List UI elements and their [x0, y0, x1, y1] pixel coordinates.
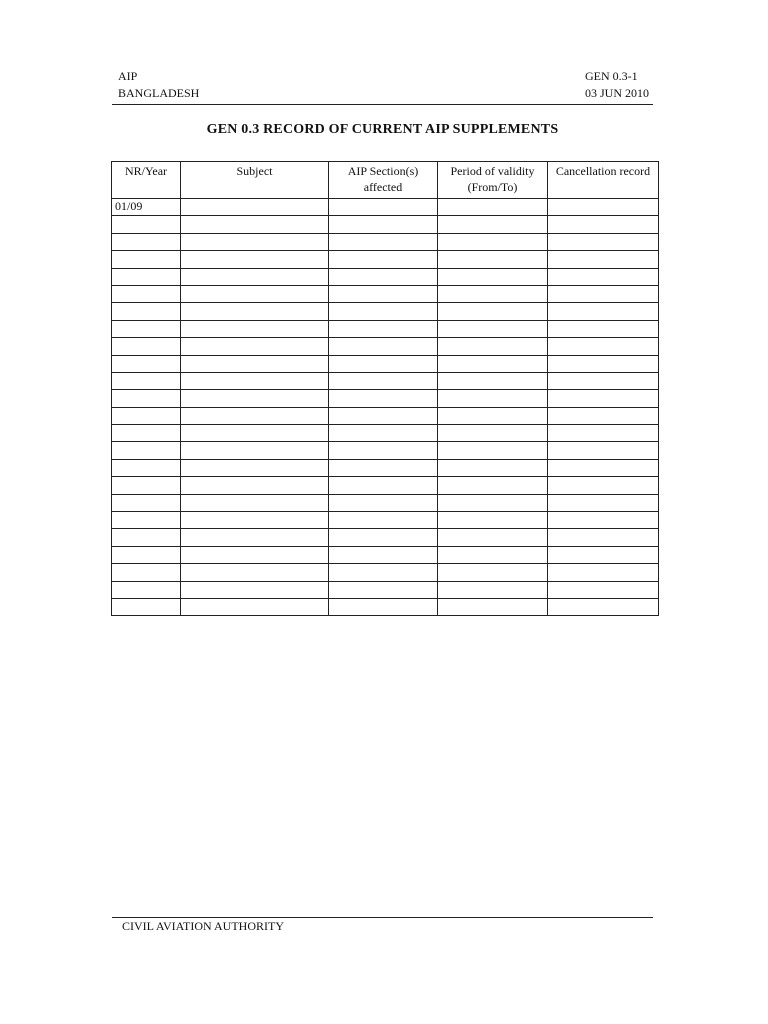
- table-cell: [438, 529, 548, 546]
- table-row: [112, 407, 659, 424]
- table-cell: [181, 303, 329, 320]
- table-cell: [112, 598, 181, 615]
- table-cell: [181, 268, 329, 285]
- table-cell: [438, 425, 548, 442]
- table-cell: [112, 529, 181, 546]
- table-cell: [548, 494, 659, 511]
- table-row: [112, 216, 659, 233]
- table-cell: [112, 546, 181, 563]
- table-cell: [329, 512, 438, 529]
- page-footer: CIVIL AVIATION AUTHORITY: [122, 919, 284, 933]
- table-cell: [181, 390, 329, 407]
- table-row: [112, 598, 659, 615]
- table-row: [112, 529, 659, 546]
- table-cell: [112, 390, 181, 407]
- table-row: [112, 355, 659, 372]
- table-cell: [112, 459, 181, 476]
- column-header: [181, 162, 329, 199]
- column-header-line2: (From/To): [467, 180, 518, 194]
- table-row: [112, 251, 659, 268]
- table-cell: 01/09: [112, 199, 181, 216]
- table-cell: [329, 320, 438, 337]
- table-row: [112, 285, 659, 302]
- table-cell: [438, 390, 548, 407]
- supplements-table: [111, 161, 659, 616]
- table-cell: [548, 372, 659, 389]
- table-cell: [112, 233, 181, 250]
- table-cell: [548, 390, 659, 407]
- table-cell: [181, 425, 329, 442]
- table-cell: [112, 268, 181, 285]
- table-cell: [548, 233, 659, 250]
- table-cell: [181, 407, 329, 424]
- table-cell: [112, 512, 181, 529]
- column-header-line1: AIP Section(s): [347, 164, 419, 178]
- table-cell: [329, 459, 438, 476]
- table-cell: [548, 285, 659, 302]
- table-cell: [438, 442, 548, 459]
- table-cell: [329, 581, 438, 598]
- table-cell: [329, 338, 438, 355]
- table-cell: [329, 564, 438, 581]
- table-row: [112, 477, 659, 494]
- table-cell: [112, 442, 181, 459]
- column-header: [112, 162, 181, 199]
- header-page-ref: GEN 0.3-1: [585, 69, 638, 83]
- header-divider: [112, 104, 653, 105]
- table-cell: [112, 320, 181, 337]
- table-cell: [438, 581, 548, 598]
- table-cell: [329, 598, 438, 615]
- table-cell: [181, 320, 329, 337]
- table-cell: [438, 372, 548, 389]
- header-right: [585, 68, 649, 102]
- table-cell: [329, 268, 438, 285]
- table-row: [112, 512, 659, 529]
- table-cell: [112, 407, 181, 424]
- table-row: [112, 268, 659, 285]
- table-row: [112, 338, 659, 355]
- table-cell: [181, 216, 329, 233]
- table-cell: [112, 338, 181, 355]
- table-cell: [548, 251, 659, 268]
- table-cell: [112, 303, 181, 320]
- header-date: 03 JUN 2010: [585, 86, 650, 100]
- table-cell: [181, 338, 329, 355]
- table-cell: [438, 216, 548, 233]
- table-cell: [112, 494, 181, 511]
- column-header-line1: Period of validity: [450, 164, 535, 178]
- table-cell: [329, 407, 438, 424]
- table-cell: [329, 372, 438, 389]
- table-row: [112, 442, 659, 459]
- table-cell: [329, 529, 438, 546]
- header-left: [118, 68, 199, 102]
- table-cell: [438, 494, 548, 511]
- column-header-line1: NR/Year: [124, 164, 168, 178]
- table-row: [112, 303, 659, 320]
- table-cell: [181, 581, 329, 598]
- table-cell: [548, 338, 659, 355]
- table-cell: [548, 581, 659, 598]
- table-cell: [548, 442, 659, 459]
- table-row: [112, 564, 659, 581]
- table-cell: [329, 425, 438, 442]
- table-cell: [329, 285, 438, 302]
- table-cell: [181, 442, 329, 459]
- table-cell: [112, 355, 181, 372]
- table-row: [112, 372, 659, 389]
- table-cell: [438, 268, 548, 285]
- table-cell: [438, 355, 548, 372]
- table-cell: [181, 512, 329, 529]
- header-publication: AIP: [118, 69, 138, 83]
- column-header: [329, 162, 438, 199]
- column-header: [548, 162, 659, 199]
- table-cell: [181, 459, 329, 476]
- table-cell: [438, 251, 548, 268]
- table-row: [112, 494, 659, 511]
- table-cell: [329, 303, 438, 320]
- table-cell: [548, 564, 659, 581]
- table-cell: [438, 459, 548, 476]
- table-cell: [548, 459, 659, 476]
- page-title: GEN 0.3 RECORD OF CURRENT AIP SUPPLEMENTS: [206, 122, 559, 137]
- table-cell: [181, 199, 329, 216]
- table-cell: [548, 355, 659, 372]
- table-cell: [112, 477, 181, 494]
- table-cell: [112, 564, 181, 581]
- table-row: [112, 459, 659, 476]
- table-cell: [329, 199, 438, 216]
- table-cell: [548, 477, 659, 494]
- table-cell: [112, 251, 181, 268]
- table-cell: [181, 564, 329, 581]
- table-cell: [181, 477, 329, 494]
- table-cell: [112, 285, 181, 302]
- table-cell: [438, 303, 548, 320]
- table-row: [112, 320, 659, 337]
- table-row: [112, 581, 659, 598]
- table-cell: [329, 233, 438, 250]
- table-cell: [438, 320, 548, 337]
- table-cell: [181, 598, 329, 615]
- table-cell: [438, 512, 548, 529]
- header-country: BANGLADESH: [118, 86, 200, 100]
- table-cell: [329, 216, 438, 233]
- table-row: [112, 546, 659, 563]
- table-row: [112, 425, 659, 442]
- table-cell: [112, 581, 181, 598]
- table-cell: [181, 251, 329, 268]
- table-cell: [181, 355, 329, 372]
- table-cell: [548, 598, 659, 615]
- table-header-row: [112, 162, 659, 199]
- column-header-line1: Cancellation record: [555, 164, 651, 178]
- table-cell: [329, 390, 438, 407]
- table-cell: [181, 546, 329, 563]
- table-row: [112, 390, 659, 407]
- table-cell: [181, 285, 329, 302]
- table-cell: [438, 285, 548, 302]
- table-cell: [329, 546, 438, 563]
- table-cell: [112, 425, 181, 442]
- table-cell: [548, 512, 659, 529]
- column-header-line2: affected: [363, 180, 403, 194]
- column-header-line1: Subject: [236, 164, 273, 178]
- table-cell: [438, 407, 548, 424]
- table-cell: [181, 372, 329, 389]
- table-cell: [548, 320, 659, 337]
- table-cell: [181, 529, 329, 546]
- table-cell: [548, 303, 659, 320]
- table-cell: [112, 216, 181, 233]
- table-cell: [438, 233, 548, 250]
- table-cell: [181, 233, 329, 250]
- table-cell: [438, 338, 548, 355]
- table-cell: [329, 355, 438, 372]
- table-cell: [548, 216, 659, 233]
- column-header: [438, 162, 548, 199]
- table-cell: [112, 372, 181, 389]
- table-cell: [438, 598, 548, 615]
- table-cell: [329, 442, 438, 459]
- table-cell: [548, 199, 659, 216]
- table-body: [112, 199, 659, 616]
- table-cell: [329, 251, 438, 268]
- table-cell: [329, 494, 438, 511]
- table-cell: [329, 477, 438, 494]
- table-cell: [548, 529, 659, 546]
- table-cell: [438, 546, 548, 563]
- table-row: [112, 199, 659, 216]
- table-cell: [548, 546, 659, 563]
- table-cell: [548, 268, 659, 285]
- table-cell: [438, 477, 548, 494]
- table-cell: [548, 425, 659, 442]
- table-cell: [548, 407, 659, 424]
- table-cell: [181, 494, 329, 511]
- table-cell: [438, 564, 548, 581]
- table-cell: [438, 199, 548, 216]
- table-row: [112, 233, 659, 250]
